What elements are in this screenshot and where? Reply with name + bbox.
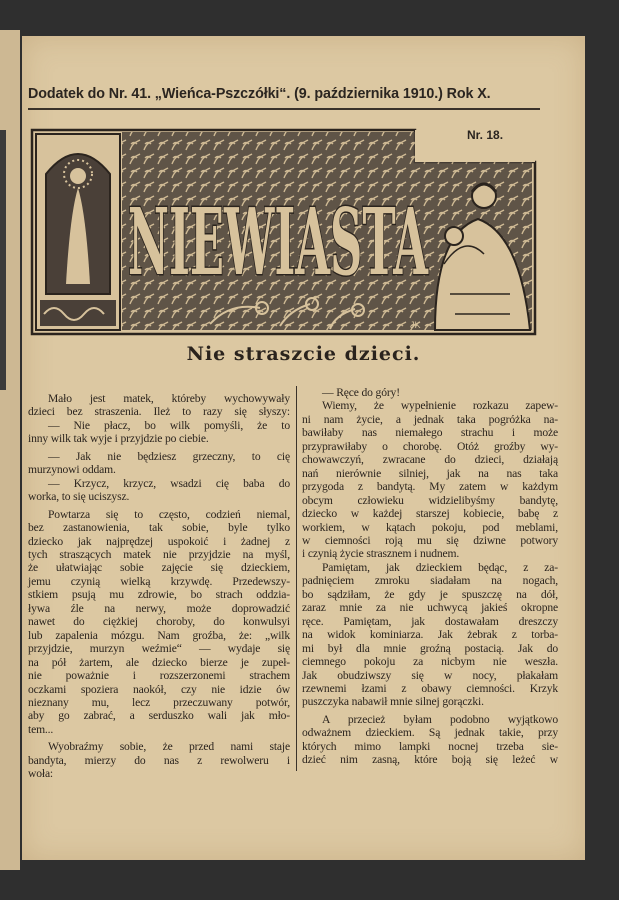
text-line: nieznany mu, lecz przeczuwany potwór, bbox=[28, 695, 290, 709]
text-line: bandyta, mierzy do nas z rewolweru i bbox=[28, 753, 290, 767]
masthead-title: NIEWIASTA bbox=[128, 188, 429, 296]
text-line: puszczyka nabawił mnie silnej gorączki. bbox=[302, 695, 484, 709]
text-line: A przecież byłam podobno wyjątkowo bbox=[322, 712, 558, 726]
text-line: przyjdzie, murzyn weźmie“ — wydaje się bbox=[28, 642, 290, 656]
text-line: Powtarza się to często, codzień niemal, bbox=[48, 507, 290, 521]
text-line: na widok kominiarza. Jak żebrak z torba- bbox=[302, 628, 558, 642]
masthead-illustration bbox=[30, 124, 538, 342]
text-line: i czynią życie strasznem i nudnem. bbox=[302, 547, 460, 561]
text-line: chowawczyń, zwracane do dzieci, działają bbox=[302, 453, 558, 467]
text-line: mi był dla mnie groźną postacią. Jak do bbox=[302, 641, 558, 655]
text-line: workiem, w kątach pokoju, pod meblami, bbox=[302, 520, 558, 534]
text-line: stkiem psują mu zdrowie, bo strach oddzia- bbox=[28, 588, 290, 602]
text-line: aby go zabrać, a serduszko wali jak mło- bbox=[28, 709, 290, 723]
text-line: murzynowi oddam. bbox=[28, 463, 116, 477]
text-line: nawet do ciężkiej choroby, do konwulsyi bbox=[28, 615, 290, 629]
text-line: ciemnego pokoju za nicbym nie weszła. bbox=[302, 655, 558, 669]
text-line: dzieci bez straszenia. Ileż to razy się słyszy: bbox=[28, 405, 290, 419]
text-line: obcym człowieku widzielibyśmy bandytę, bbox=[302, 493, 558, 507]
text-line: nań nierównie silniej, jak na nas taka bbox=[302, 466, 558, 480]
text-line: worka, to się uciszysz. bbox=[28, 490, 130, 504]
text-line: lub zapalenia mózgu. Nam groźba, że: „wilk bbox=[28, 628, 290, 642]
article-title: Nie straszcie dzieci. bbox=[186, 343, 421, 365]
text-line: dziecko w każdej starszej kobiecie, babę z bbox=[302, 507, 558, 521]
text-line: Jak obudziwszy się w nocy, płakałam bbox=[302, 668, 558, 682]
text-line: — Nie płacz, bo wilk pomyśli, że to bbox=[48, 418, 290, 432]
text-line: — Jak nie będziesz grzeczny, to cię bbox=[48, 449, 290, 463]
text-line: w ciemności roją mu się dziwne potwory bbox=[302, 533, 558, 547]
article-column-left bbox=[28, 392, 290, 781]
newspaper-page bbox=[22, 36, 585, 860]
text-line: zaraz mnie za nie uchwycą jakieś okropne bbox=[302, 601, 558, 615]
text-line: których mimo lampki nocnej trzeba sie- bbox=[302, 739, 558, 753]
previous-page-edge bbox=[0, 30, 20, 870]
text-line: tem... bbox=[28, 722, 54, 736]
text-line: padnięciem zmroku siadałam na nogach, bbox=[302, 574, 558, 588]
text-line: odważnem dzieckiem. Są jednak takie, przy bbox=[302, 726, 558, 740]
supplement-header: Dodatek do Nr. 41. „Wieńca-Pszczółki“. (9. października 1910.) Rok X. bbox=[28, 86, 491, 102]
text-line: — Krzycz, krzycz, wsadzi cię baba do bbox=[48, 476, 290, 490]
text-line: przyprawiłaby o chorobę. Otóż groźby wy- bbox=[302, 439, 558, 453]
binding-shadow bbox=[0, 130, 6, 390]
text-line: Mało jest matek, któreby wychowywały bbox=[48, 392, 290, 405]
text-line: bawiłaby nas niemałego strachu i może bbox=[302, 426, 558, 440]
text-line: Pamiętam, jak dzieckiem będąc, z za- bbox=[322, 560, 558, 574]
text-line: Wiemy, że wypełnienie rozkazu zapew- bbox=[322, 399, 558, 413]
text-line: że ułatwiając sobie zajęcie się dzieckiem, bbox=[28, 561, 290, 575]
text-line: nie poważnie i rozszerzonemi strachem bbox=[28, 669, 290, 683]
text-line: rzewnemi łzami z obawy ciemności. Krzyk bbox=[302, 681, 558, 695]
text-line: ni nam życie, a jednak taka pogróżka na- bbox=[302, 412, 558, 426]
text-line: bez zastanowienia, tak sobie, byle tylko bbox=[28, 521, 290, 535]
text-line: ręce. Pamiętam, jak dostawałam dreszczy bbox=[302, 614, 558, 628]
text-line: przygoda z bandytą. My zatem w każdym bbox=[302, 480, 558, 494]
text-line: dziecko jak najprędzej uspokoić i żadnej z bbox=[28, 534, 290, 548]
text-line: jemu czynią wielką krzywdę. Przedewszy- bbox=[28, 574, 290, 588]
header-rule bbox=[28, 108, 540, 110]
text-line: dzieć nim zasną, które boją się leżeć w bbox=[302, 753, 558, 767]
text-line: woła: bbox=[28, 767, 54, 781]
illustrator-signature: JK bbox=[410, 320, 421, 330]
text-line: — Ręce do góry! bbox=[322, 386, 400, 399]
text-line: bo sądziłam, że gdy je spuszczę na dół, bbox=[302, 587, 558, 601]
column-divider bbox=[296, 386, 297, 771]
issue-number: Nr. 18. bbox=[467, 128, 504, 142]
text-line: Wyobraźmy sobie, że przed nami staje bbox=[48, 740, 290, 754]
madonna-panel bbox=[36, 134, 120, 330]
article-column-right bbox=[302, 386, 558, 767]
text-line: oczkami spoziera naokół, czy nie idzie ów bbox=[28, 682, 290, 696]
text-line: na pół żartem, ale dziecko bierze je zupeł- bbox=[28, 655, 290, 669]
text-line: tych straszących matek nie przyjdzie na myśl, bbox=[28, 547, 290, 561]
text-line: ływa źle na nerwy, może doprowadzić bbox=[28, 601, 290, 615]
text-line: inny wilk tak wyje i przyjdzie po ciebie. bbox=[28, 432, 209, 446]
